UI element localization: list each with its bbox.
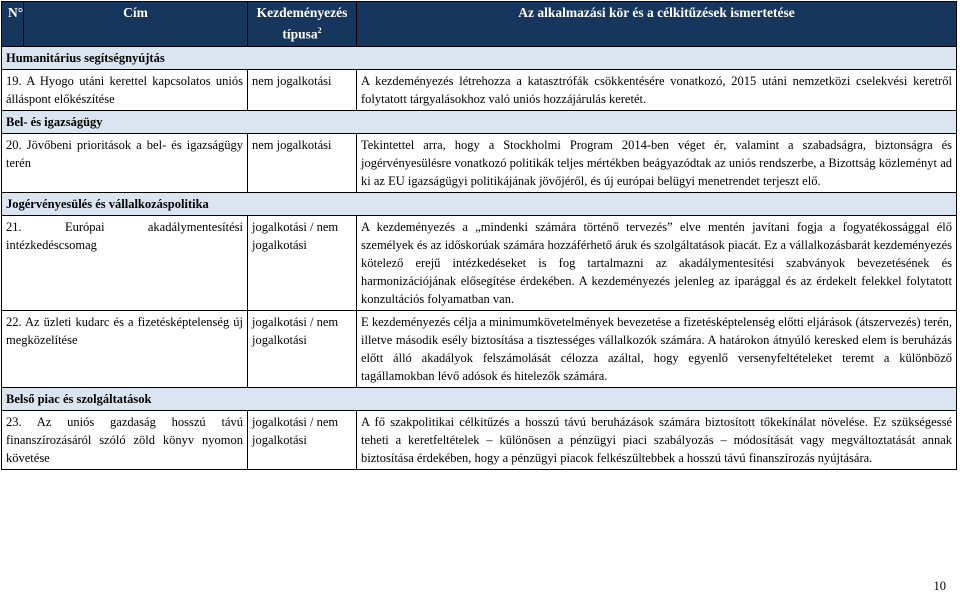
section-heading: Belső piac és szolgáltatások — [2, 388, 957, 411]
header-type — [248, 2, 357, 47]
table-row — [2, 70, 957, 111]
initiative-description: A fő szakpolitikai célkitűzés a hosszú távú beruházások számára biztosított tőkekínálat növelése. Ez szükségessé teheti a keretfeltételek – különösen a pénzügyi piaci szabályozás – módosítását vagy megváltoztatását annak biztosítása érdekében, hogy a pénzügyi piacok felkészültebbek a hosszú távú finanszírozás nyújtására. — [357, 411, 957, 470]
initiatives-table — [1, 1, 957, 470]
initiative-description: Tekintettel arra, hogy a Stockholmi Program 2014-ben véget ér, valamint a szabadságra, biztonságra és jogérvényesülésre vonatkozó politikák teljes mértékben beágyazódtak az uniós rendszerbe, a Bizottság közleményt ad ki az EU igazságügyi politikájának jövőjéről, és új európai belügyi menetrendet terjeszt elő. — [357, 134, 957, 193]
table-row — [2, 134, 957, 193]
initiative-description: E kezdeményezés célja a minimumkövetelmények bevezetése a fizetésképtelenség előtti eljárások (átszervezés) terén, illetve második esély biztosítása a tisztességes vállalkozók számára. A határokon átnyúló keresked elem is beruházás előtt álló akadályok felszámolását célozza azáltal, hogy egyenlő versenyfeltételeket teremt a különböző tagállamokban lévő adósok és hitelezők számára. — [357, 311, 957, 388]
initiative-description: A kezdeményezés létrehozza a katasztrófák csökkentésére vonatkozó, 2015 utáni nemzetközi cselekvési keretről folytatott tárgyalásokhoz való uniós hozzájárulás keretét. — [357, 70, 957, 111]
initiative-number: 19. — [6, 74, 22, 88]
initiative-type: jogalkotási / nem jogalkotási — [248, 311, 357, 388]
initiative-type: jogalkotási / nem jogalkotási — [248, 411, 357, 470]
table-header-row — [2, 2, 957, 47]
initiative-number: 23. — [6, 415, 22, 429]
initiative-title-cell — [2, 134, 248, 193]
initiative-title-cell — [2, 216, 248, 311]
initiative-title: Európai akadálymentesítési intézkedéscsomag — [6, 220, 243, 252]
initiative-title: Az uniós gazdaság hosszú távú finanszírozásáról szóló zöld könyv nyomon követése — [6, 415, 243, 465]
section-heading-row — [2, 111, 957, 134]
section-heading-row — [2, 47, 957, 70]
initiative-title: Jövőbeni prioritások a bel- és igazságügy terén — [6, 138, 243, 170]
initiative-type: nem jogalkotási — [248, 70, 357, 111]
section-heading: Jogérvényesülés és vállalkozáspolitika — [2, 193, 957, 216]
page-number: 10 — [933, 579, 946, 593]
header-number: N° — [2, 2, 24, 47]
section-heading-row — [2, 388, 957, 411]
table-row — [2, 311, 957, 388]
initiative-type: nem jogalkotási — [248, 134, 357, 193]
initiative-number: 21. — [6, 220, 22, 234]
initiative-title: Az üzleti kudarc és a fizetésképtelenség új megközelítése — [6, 315, 244, 347]
initiative-description: A kezdeményezés a „mindenki számára történő tervezés” elve mentén javítani fogja a fogyatékossággal élő személyek és az időskorúak számára hozzáférhető áruk és szolgáltatások piacát. Ez a vállalkozásbarát kezdeményezés kötelező erejű intézkedéseket is fog tartalmazni az akadálymentesítési szabványok bevezetésének és harmonizációjának elősegítése érdekében. A kezdeményezés jelenleg az iparággal és az érdekelt felekkel folytatott konzultációs folyamatban van. — [357, 216, 957, 311]
initiative-number: 20. — [6, 138, 22, 152]
initiative-title: A Hyogo utáni kerettel kapcsolatos uniós álláspont előkészítése — [6, 74, 244, 106]
table-row — [2, 216, 957, 311]
header-type-line1: Kezdeményezés — [256, 5, 348, 20]
header-type-footnote: 2 — [317, 26, 322, 35]
header-scope: Az alkalmazási kör és a célkitűzések ismertetése — [357, 2, 957, 47]
initiative-number: 22. — [6, 315, 22, 329]
section-heading: Bel- és igazságügy — [2, 111, 957, 134]
table-row — [2, 411, 957, 470]
header-title: Cím — [24, 2, 248, 47]
initiative-title-cell — [2, 311, 248, 388]
section-heading-row — [2, 193, 957, 216]
initiative-title-cell — [2, 411, 248, 470]
initiative-title-cell — [2, 70, 248, 111]
header-type-line2: típusa — [282, 26, 318, 42]
section-heading: Humanitárius segítségnyújtás — [2, 47, 957, 70]
initiative-type: jogalkotási / nem jogalkotási — [248, 216, 357, 311]
